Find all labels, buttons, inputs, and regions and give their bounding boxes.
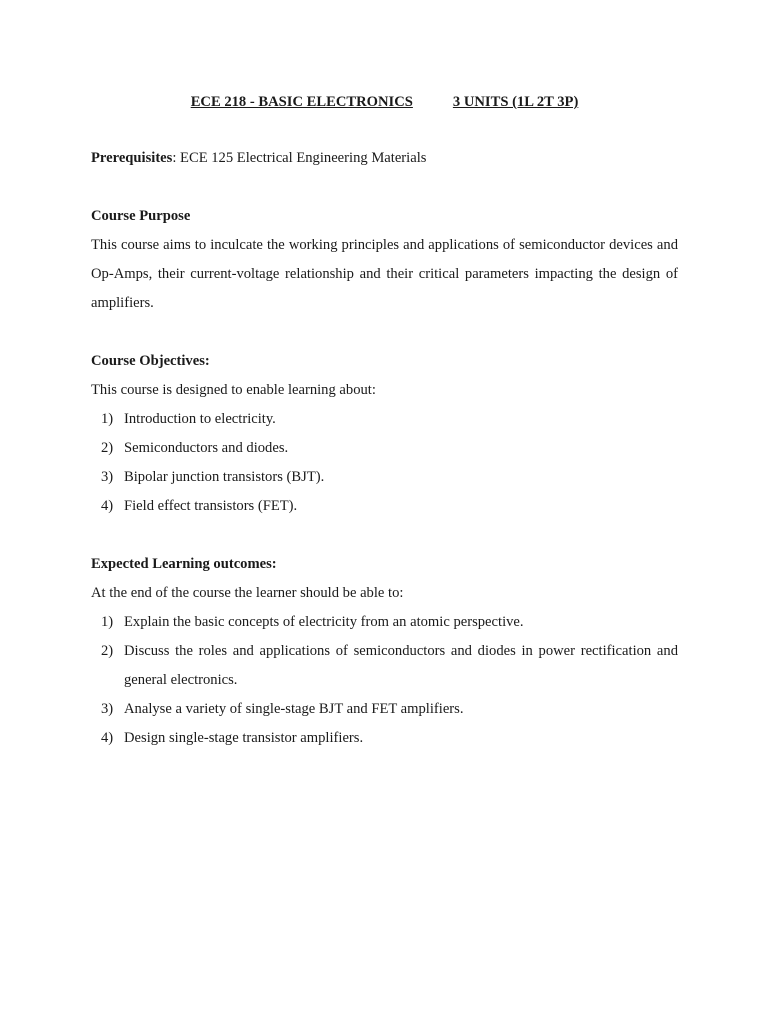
spacer (91, 173, 678, 202)
list-item-number: 2) (101, 643, 114, 659)
list-item-number: 2) (101, 440, 114, 456)
list-item (91, 405, 678, 434)
list-item (91, 695, 678, 724)
list-item (91, 608, 678, 637)
list-item-text: Introduction to electricity. (124, 411, 276, 427)
learning-outcomes-intro: At the end of the course the learner should be able to: (91, 585, 404, 601)
list-item (91, 724, 678, 753)
list-item-text: Bipolar junction transistors (BJT). (124, 469, 325, 485)
list-item-text: Discuss the roles and applications of semiconductors and diodes in power rectification and general electronics. (124, 643, 678, 688)
list-item (91, 492, 678, 521)
list-item-text: Explain the basic concepts of electricity from an atomic perspective. (124, 614, 524, 630)
list-item-number: 3) (101, 469, 114, 485)
spacer (91, 521, 678, 550)
list-item (91, 637, 678, 695)
course-objectives-intro: This course is designed to enable learning about: (91, 382, 376, 398)
list-item (91, 434, 678, 463)
prerequisites-label: Prerequisites (91, 150, 173, 166)
list-item-text: Semiconductors and diodes. (124, 440, 289, 456)
objectives-list (91, 405, 678, 521)
course-objectives-heading: Course Objectives: (91, 353, 210, 369)
course-units: 3 UNITS (1L 2T 3P) (452, 94, 579, 110)
outcomes-list (91, 608, 678, 753)
course-purpose-text: This course aims to inculcate the working principles and applications of semiconductor devices and Op-Amps, their current-voltage relationship and their critical parameters impacting the design of amplifiers. (91, 237, 678, 311)
course-title (91, 88, 678, 117)
course-purpose-heading: Course Purpose (91, 208, 191, 224)
course-code-title: ECE 218 - BASIC ELECTRONICS (190, 94, 413, 110)
list-item-text: Field effect transistors (FET). (124, 498, 298, 514)
list-item-text: Analyse a variety of single-stage BJT and FET amplifiers. (124, 701, 464, 717)
list-item-number: 4) (101, 498, 114, 514)
list-item-number: 1) (101, 411, 114, 427)
learning-outcomes-heading: Expected Learning outcomes: (91, 556, 277, 572)
spacer (91, 318, 678, 347)
document-page (91, 88, 678, 753)
prerequisites-line (91, 144, 678, 173)
prerequisites-text: : ECE 125 Electrical Engineering Materials (172, 150, 427, 166)
list-item-number: 3) (101, 701, 114, 717)
list-item-text: Design single-stage transistor amplifiers. (124, 730, 364, 746)
list-item (91, 463, 678, 492)
list-item-number: 1) (101, 614, 114, 630)
list-item-number: 4) (101, 730, 114, 746)
